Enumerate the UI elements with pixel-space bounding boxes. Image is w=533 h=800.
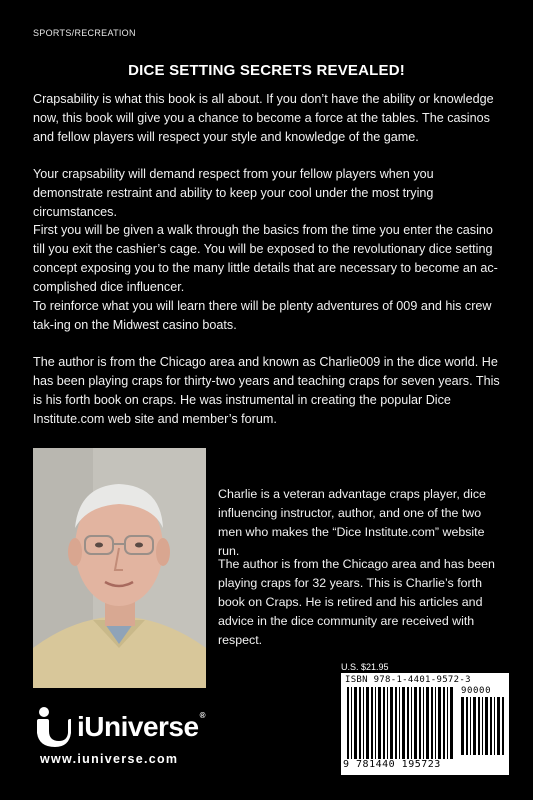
- barcode-bars: [347, 687, 457, 759]
- barcode-bar: [402, 687, 405, 759]
- publisher-logo: [33, 705, 223, 749]
- barcode-bar: [443, 687, 445, 759]
- barcode-bar: [371, 687, 373, 759]
- barcode-bar: [375, 687, 376, 759]
- blurb-paragraph: First you will be given a walk through the basics from the time you enter the casino till you exit the cashier’s cage. You will be exposed to the revolutionary dice setting concept exposing you to the many little details that are necessary to become an ac-complished dice influencer.: [33, 223, 498, 294]
- barcode-bar: [466, 697, 468, 755]
- barcode-bar: [419, 687, 421, 759]
- barcode-bar: [438, 687, 441, 759]
- barcode-bar: [502, 697, 504, 755]
- price-code-bars: [461, 697, 505, 755]
- barcode-bar: [407, 687, 409, 759]
- barcode-bar: [354, 687, 357, 759]
- barcode-bar: [450, 687, 453, 759]
- category-label: SPORTS/RECREATION: [33, 28, 136, 38]
- barcode-bar: [447, 687, 448, 759]
- barcode-bar: [366, 687, 369, 759]
- blurb-paragraph: The author is from the Chicago area and known as Charlie009 in the dice world. He has been playing craps for thirty-two years and teaching craps for seven years. This is his forth book on craps. He was instrumental in creating the popular Dice Institute.com web site and member’s forum.: [33, 355, 500, 426]
- barcode-bar: [473, 697, 476, 755]
- registered-mark: ®: [199, 711, 205, 720]
- publisher-name: iUniverse®: [77, 711, 205, 742]
- barcode-bar: [482, 697, 483, 755]
- barcode-bar: [363, 687, 364, 759]
- blurb-paragraph: Your crapsability will demand respect from your fellow players when you demonstrate restraint and ability to keep your cool under the most trying circumstances.: [33, 167, 434, 219]
- barcode-bar: [431, 687, 433, 759]
- barcode-bar: [435, 687, 436, 759]
- barcode-bar: [494, 697, 495, 755]
- isbn-barcode: [341, 673, 509, 775]
- ean-number: 9 781440 195723: [343, 759, 441, 770]
- barcode-bar: [378, 687, 381, 759]
- iuniverse-logo-icon: [33, 705, 73, 749]
- author-bio-paragraph: Charlie is a veteran advantage craps player, dice influencing instructor, author, and one of the two men who makes the “Dice Institute.com” website run.: [218, 487, 486, 558]
- blurb-paragraph: To reinforce what you will learn there will be plenty adventures of 009 and his crew tak-ing on the Midwest casino boats.: [33, 299, 492, 332]
- barcode-bar: [490, 697, 492, 755]
- barcode-bar: [461, 697, 464, 755]
- author-photo: [33, 448, 206, 688]
- barcode-bar: [390, 687, 393, 759]
- barcode-bar: [359, 687, 361, 759]
- barcode-bar: [399, 687, 400, 759]
- barcode-bar: [387, 687, 388, 759]
- blurb-paragraph: Crapsability is what this book is all about. If you don’t have the ability or knowledge now, this book will give you a chance to become a force at the tables. The casinos and fellow players will respect your style and knowledge of the game.: [33, 92, 494, 144]
- barcode-bar: [351, 687, 352, 759]
- isbn-number: ISBN 978-1-4401-9572-3: [345, 675, 471, 685]
- headline: DICE SETTING SECRETS REVEALED!: [128, 62, 405, 79]
- barcode-bar: [395, 687, 397, 759]
- barcode-bar: [423, 687, 424, 759]
- author-bio-paragraph: The author is from the Chicago area and has been playing craps for 32 years. This is Charlie’s forth book on Craps. He is retired and his articles and advice in the dice community are received with respect.: [218, 557, 495, 647]
- barcode-bar: [383, 687, 385, 759]
- publisher-website: www.iuniverse.com: [40, 752, 179, 766]
- barcode-bar: [470, 697, 471, 755]
- barcode-bar: [414, 687, 417, 759]
- barcode-bar: [347, 687, 349, 759]
- barcode-bar: [426, 687, 429, 759]
- price-code: 90000: [461, 686, 492, 696]
- price-label: U.S. $21.95: [341, 662, 389, 672]
- barcode-bar: [497, 697, 500, 755]
- barcode-bar: [411, 687, 412, 759]
- barcode-bar: [478, 697, 480, 755]
- barcode-bar: [485, 697, 488, 755]
